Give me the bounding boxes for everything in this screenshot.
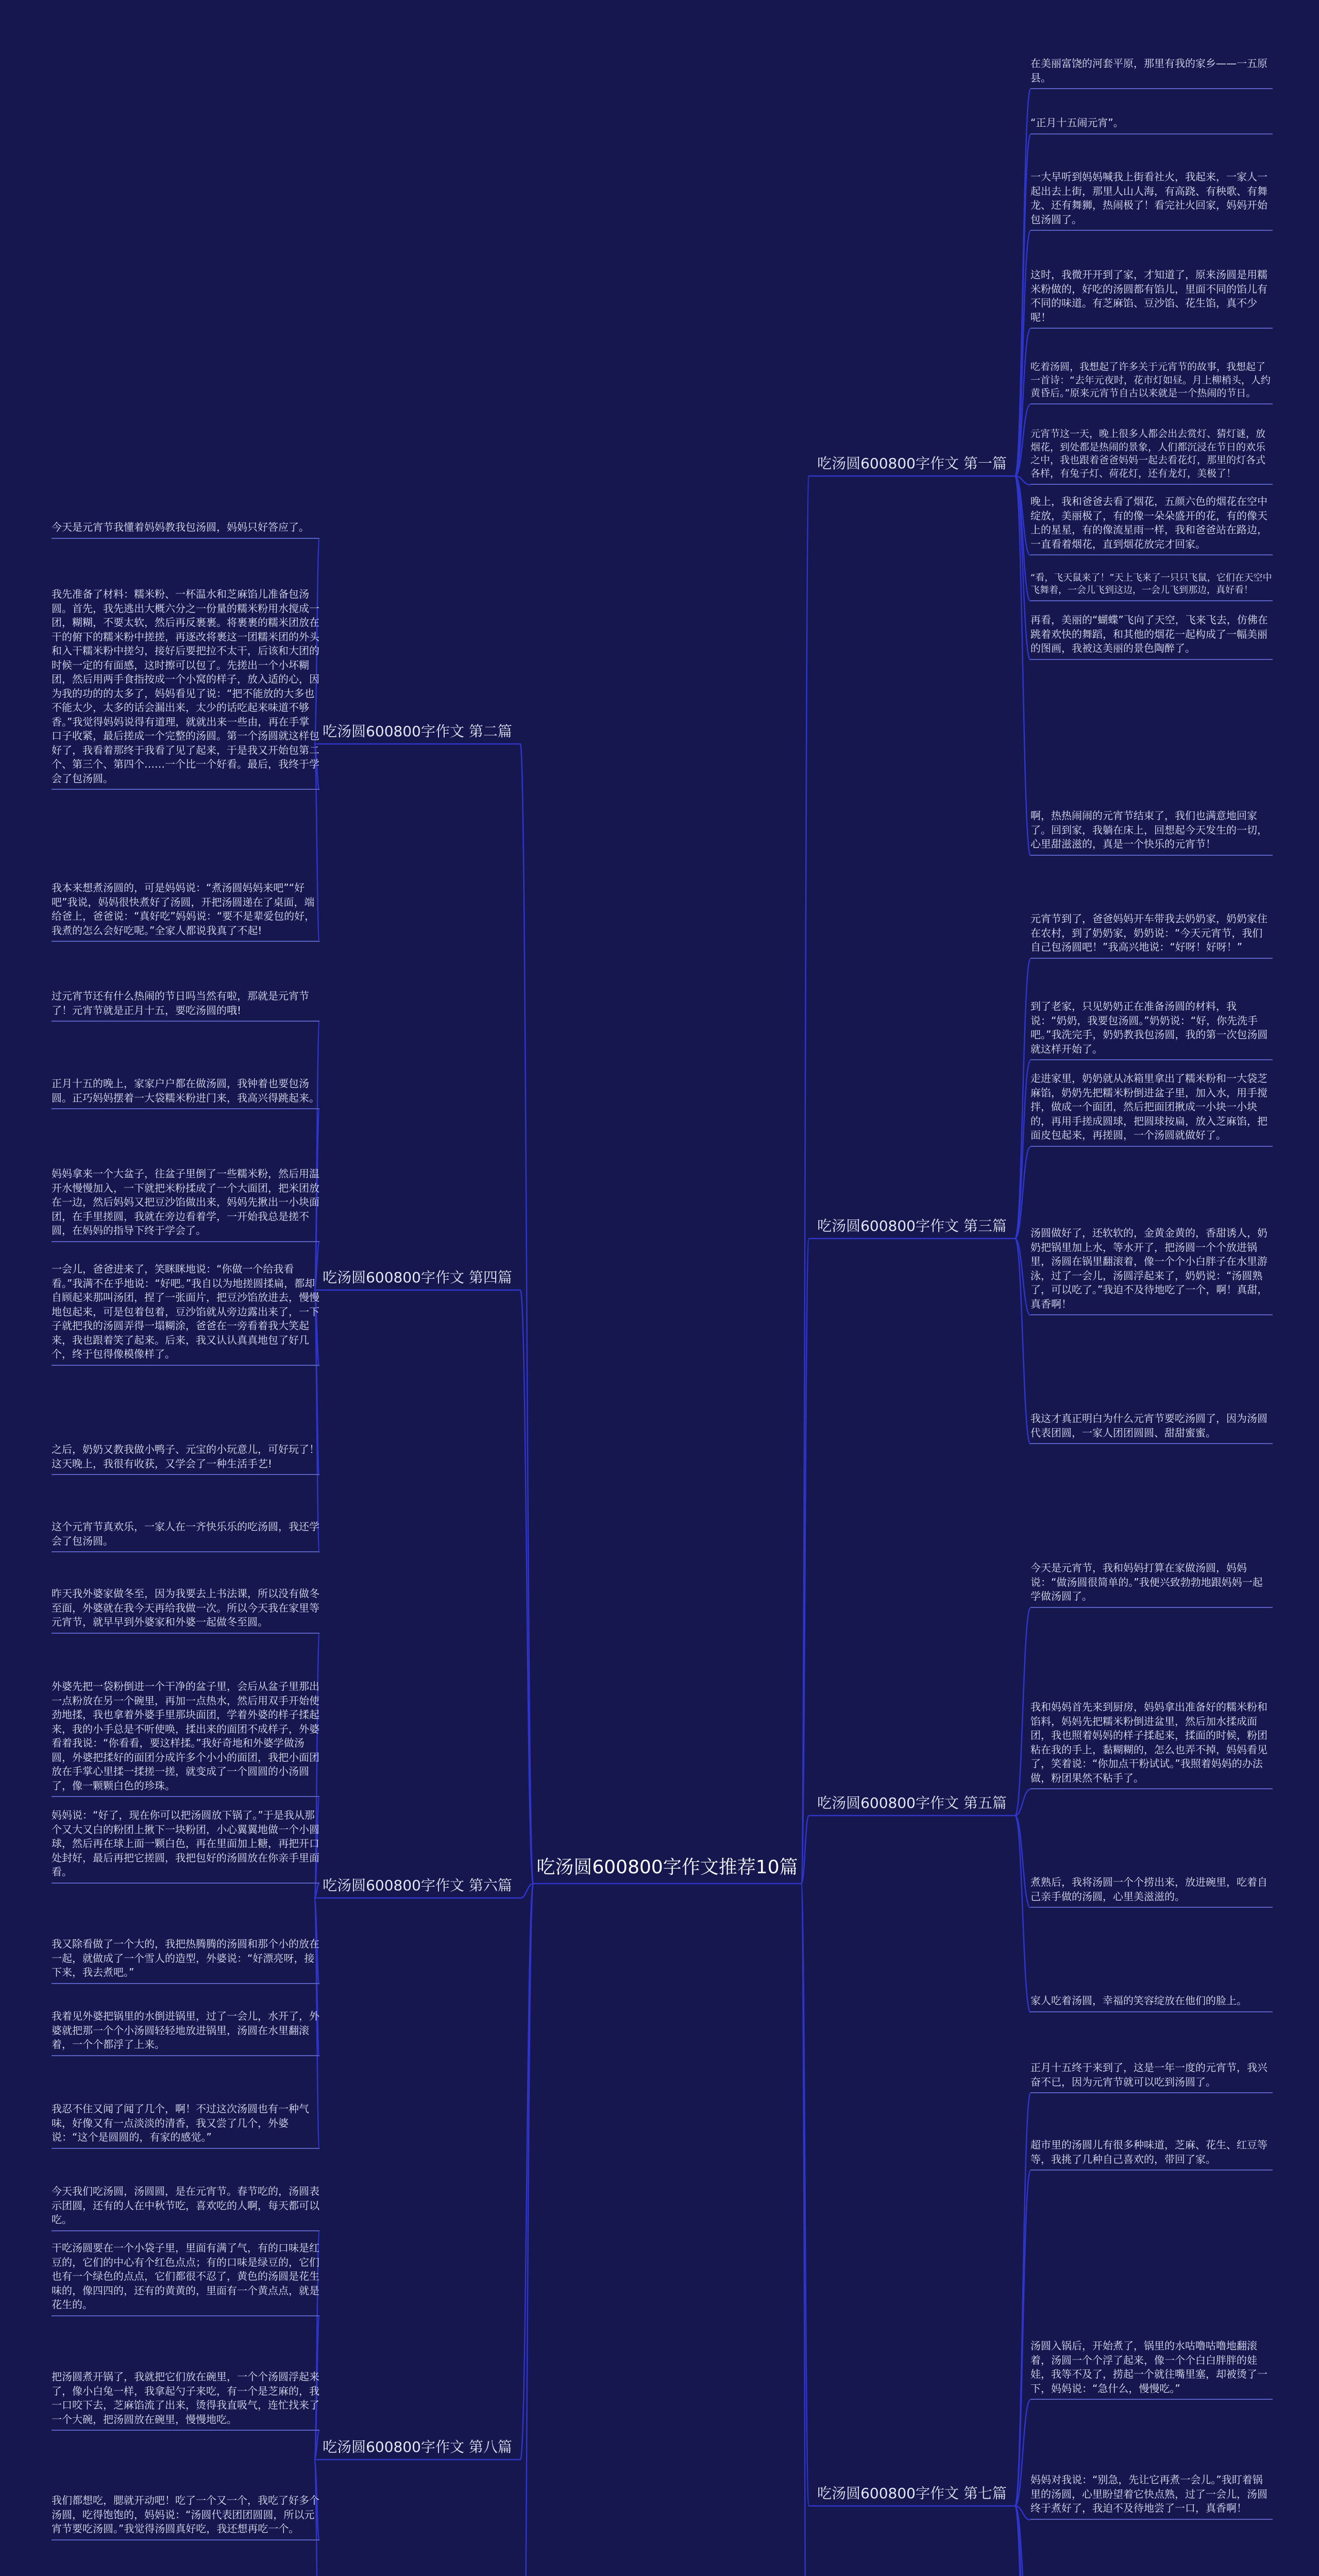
connector-line	[520, 1884, 533, 2576]
leaf-note[interactable]: 我这才真正明白为什么元宵节要吃汤圆了，因为汤圆代表团圆，一家人团团圆圆、甜甜蜜蜜。	[1030, 1412, 1273, 1444]
leaf-note[interactable]: 一会儿，爸爸进来了，笑眯眯地说：“你做一个给我看看。”我满不在乎地说：“好吧。”我自以为地搓圆揉扁，都却自顾起来那叫汤团，捏了一张面片，把豆沙馅放进去，慢慢地包起来，可是包着包着，豆沙馅就从旁边露出来了，一下子就把我的汤圆弄得一塌糊涂，爸爸在一旁看着我大笑起来，我也跟着笑了起来。后来，我又认认真真地包了好几个，终于包得像模像样了。	[52, 1262, 319, 1366]
leaf-note[interactable]: 把汤圆煮开锅了，我就把它们放在碗里，一个个汤圆浮起来了，像小白兔一样，我拿起勺子来吃，有一个是芝麻的，我一口咬下去，芝麻馅流了出来，烫得我直吸气，连忙找来了一个大碗，把汤圆放在碗里，慢慢地吃。	[52, 2370, 319, 2431]
leaf-note[interactable]: 汤圆入锅后，开始煮了，锅里的水咕噜咕噜地翻滚着，汤圆一个个浮了起来，像一个个白白胖胖的娃娃，我等不及了，捞起一个就往嘴里塞，却被烫了一下，妈妈说：“急什么，慢慢吃。”	[1030, 2339, 1273, 2400]
leaf-note[interactable]: 我们都想吃，腮就开动吧！吃了一个又一个，我吃了好多个汤圆，吃得饱饱的，妈妈说：“汤圆代表团团圆圆，所以元宵节要吃汤圆。”我觉得汤圆真好吃，我还想再吃一个。	[52, 2494, 319, 2540]
leaf-note[interactable]: 之后，奶奶又教我做小鸭子、元宝的小玩意儿，可好玩了！这天晚上，我很有收获，又学会了一种生活手艺!	[52, 1443, 319, 1475]
leaf-note[interactable]: 煮熟后，我将汤圆一个个捞出来，放进碗里，吃着自己亲手做的汤圆，心里美滋滋的。	[1030, 1875, 1273, 1908]
connector-line	[314, 1022, 319, 1290]
leaf-note[interactable]: 妈妈对我说：“别急，先让它再煮一会儿。”我盯着锅里的汤圆，心里盼望着它快点熟，过了一会儿，汤圆终于煮好了，我迫不及待地尝了一口，真香啊！	[1030, 2473, 1273, 2520]
leaf-note[interactable]: 我和妈妈首先来到厨房，妈妈拿出准备好的糯米粉和馅料，妈妈先把糯米粉倒进盆里，然后加水揉成面团，我也照着妈妈的样子揉起来，揉面的时候，粉团粘在我的手上，黏糊糊的，怎么也弄不掉，妈妈看见了，笑着说：“你加点干粉试试。”我照着妈妈的办法做，粉团果然不粘手了。	[1030, 1700, 1273, 1789]
leaf-note[interactable]: 今天是元宵节，我和妈妈打算在家做汤圆，妈妈说：“做汤圆很简单的。”我便兴致勃勃地跟妈妈一起学做汤圆了。	[1030, 1561, 1273, 1608]
leaf-note[interactable]: “看，飞天鼠来了！”天上飞来了一只只飞鼠，它们在天空中飞舞着，一会儿飞到这边，一会儿飞到那边，真好看！	[1030, 572, 1273, 601]
branch-label[interactable]: 吃汤圆600800字作文 第四篇	[323, 1269, 512, 1286]
leaf-note[interactable]: 我忍不住又闻了闻了几个，啊！不过这次汤圆也有一种气味，好像又有一点淡淡的清香，我又尝了几个，外婆说：“这个是圆圆的，有家的感觉。”	[52, 2102, 319, 2149]
leaf-note[interactable]: 元宵节这一天，晚上很多人都会出去赏灯、猜灯谜，放烟花，到处都是热闹的景象，人们都沉浸在节日的欢乐之中，我也跟着爸爸妈妈一起去看花灯，那里的灯各式各样，有兔子灯、荷花灯，还有龙灯，美极了！	[1030, 428, 1273, 485]
leaf-note[interactable]: 外婆先把一袋粉倒进一个干净的盆子里，会后从盆子里那出一点粉放在另一个碗里，再加一点热水，然后用双手开始使劲地揉，我也拿着外婆手里那块面团，学着外婆的样子揉起来，我的小手总是不听使唤，揉出来的面团不成样子，外婆看着我说：“你看看，要这样揉。”我好奇地和外婆学做汤圆，外婆把揉好的面团分成许多个小小的面团，我把小面团放在手掌心里揉一揉搓一搓，就变成了一个圆圆的小汤圆了，像一颗颗白色的珍珠。	[52, 1680, 319, 1797]
connector-line	[1015, 1816, 1030, 1908]
connector-line	[1015, 2093, 1030, 2506]
connector-line	[1015, 476, 1030, 660]
leaf-note[interactable]: 再看，美丽的“蝴蝶”飞向了天空，飞来飞去，仿佛在跳着欢快的舞蹈，和其他的烟花一起构成了一幅美丽的图画，我被这美丽的景色陶醉了。	[1030, 613, 1273, 660]
leaf-note[interactable]: 晚上，我和爸爸去看了烟花，五颜六色的烟花在空中绽放，美丽极了，有的像一朵朵盛开的花，有的像天上的星星，有的像流星雨一样，我和爸爸站在路边，一直看着烟花，直到烟花放完才回家。	[1030, 495, 1273, 555]
leaf-note[interactable]: 家人吃着汤圆，幸福的笑容绽放在他们的脸上。	[1030, 1994, 1273, 2012]
connector-line	[801, 476, 809, 1884]
leaf-note[interactable]: 这时，我微开开到了家，才知道了，原来汤圆是用糯米粉做的，好吃的汤圆都有馅儿，里面不同的馅儿有不同的味道。有芝麻馅、豆沙馅、花生馅，真不少呢！	[1030, 268, 1273, 329]
leaf-note[interactable]: 昨天我外婆家做冬至，因为我要去上书法课，所以没有做冬至面，外婆就在我今天再给我做一次。所以今天我在家里等元宵节，就早早到外婆家和外婆一起做冬至圆。	[52, 1587, 319, 1634]
leaf-note[interactable]: “正月十五闹元宵”。	[1030, 116, 1273, 134]
leaf-note[interactable]: 一大早听到妈妈喊我上街看社火，我起来，一家人一起出去上街，那里人山人海，有高跷、有秧歌、有舞龙、还有舞狮，热闹极了！看完社火回家，妈妈开始包汤圆了。	[1030, 170, 1273, 231]
leaf-note[interactable]: 超市里的汤圆儿有很多种味道，芝麻、花生、红豆等等，我挑了几种自己喜欢的，带回了家。	[1030, 2138, 1273, 2171]
leaf-note[interactable]: 我本来想煮汤圆的，可是妈妈说：“煮汤圆妈妈来吧”“好吧”我说，妈妈很快煮好了汤圆，开把汤圆递在了桌面，端给爸上，爸爸说：“真好吃”妈妈说：“要不是辈爱包的好，我煮的怎么会好吃呢。”全家人都说我真了不起!	[52, 881, 319, 942]
leaf-note[interactable]: 走进家里，奶奶就从冰箱里拿出了糯米粉和一大袋芝麻馅，奶奶先把糯米粉倒进盆子里，加入水，用手搅拌，做成一个面团，然后把面团揪成一小块一小块的，再用手搓成圆球，把圆球按扁，放入芝麻馅，把面皮包起来，再搓圆，一个汤圆就做好了。	[1030, 1072, 1273, 1147]
leaf-note[interactable]: 我先准备了材料：糯米粉、一杯温水和芝麻馅儿准备包汤圆。首先，我先逃出大概六分之一份量的糯米粉用水搅成一团，糊糊，不要太软，然后再反裹裹。将裹裹的糯米团放在干的俯下的糯米粉中搓搓，再逐改将裹这一团糯米团的外头和入干糯米粉中搓匀，接好后要把拉不太干，后该和大团的时候一定的有面感，这时擦可以包了。先搓出一个小坏糊团，然后用两手食指按成一个小窝的样子，放入适的心，因为我的功的的太多了，妈妈看见了说：“把不能放的大多也不能太少，太多的话会漏出来，太少的话吃起来味道不够香。”我觉得妈妈说得有道理，就就出来一些由，再在手掌口子收紧，最后搓成一个完整的汤圆。第一个汤圆就这样包好了，我看着那终于我看了见了起来，于是我又开始包第二个、第三个、第四个……一个比一个好看。最后，我终于学会了包汤圆。	[52, 587, 319, 790]
leaf-note[interactable]: 吃着汤圆，我想起了许多关于元宵节的故事，我想起了一首诗：“去年元夜时，花市灯如昼。月上柳梢头，人约黄昏后。”原来元宵节自古以来就是一个热闹的节日。	[1030, 361, 1273, 404]
leaf-note[interactable]: 这个元宵节真欢乐，一家人在一齐快乐乐的吃汤圆，我还学会了包汤圆。	[52, 1520, 319, 1552]
leaf-note[interactable]: 妈妈说：“好了，现在你可以把汤圆放下锅了。”于是我从那个又大又白的粉团上揪下一块粉团，小心翼翼地做一个小圆球，然后再在球上面一颗白色，再在里面加上糖，再把开口处封好，最后再把它搓圆，我把包好的汤圆放在你亲手里面看。	[52, 1808, 319, 1884]
leaf-note[interactable]: 到了老家，只见奶奶正在准备汤圆的材料，我说：“奶奶，我要包汤圆。”奶奶说：“好，你先洗手吧。”我洗完手，奶奶教我包汤圆，我的第一次包汤圆就这样开始了。	[1030, 999, 1273, 1060]
branch-label[interactable]: 吃汤圆600800字作文 第三篇	[817, 1217, 1007, 1234]
branch-label[interactable]: 吃汤圆600800字作文 第五篇	[817, 1794, 1007, 1811]
leaf-note[interactable]: 我又除看做了一个大的，我把热腾腾的汤圆和那个小的放在一起，就做成了一个雪人的造型，外婆说：“好漂亮呀，接下来，我去煮吧。”	[52, 1937, 319, 1984]
leaf-note[interactable]: 在美丽富饶的河套平原，那里有我的家乡——一五原县。	[1030, 57, 1273, 89]
leaf-note[interactable]: 过元宵节还有什么热闹的节日吗当然有啦，那就是元宵节了！元宵节就是正月十五，要吃汤圆的哦!	[52, 989, 319, 1022]
branch-label[interactable]: 吃汤圆600800字作文 第一篇	[817, 455, 1007, 472]
root-topic[interactable]: 吃汤圆600800字作文推荐10篇	[536, 1857, 798, 1878]
leaf-note[interactable]: 干吃汤圆要在一个小袋子里，里面有满了气，有的口味是红豆的，它们的中心有个红色点点；有的口味是绿豆的，它们也有一个绿色的点点，它们都很不忍了，黄色的汤圆是花生味的，像四四的，还有的黄黄的，里面有一个黄点点，就是花生的。	[52, 2241, 319, 2316]
leaf-note[interactable]: 今天是元宵节我懂着妈妈教我包汤圆，妈妈只好答应了。	[52, 520, 319, 539]
connector-line	[1015, 1239, 1030, 1444]
branch-label[interactable]: 吃汤圆600800字作文 第二篇	[323, 723, 512, 740]
leaf-note[interactable]: 汤圆做好了，还软软的，金黄金黄的，香甜诱人，奶奶把锅里加上水，等水开了，把汤圆一个个放进锅里，汤圆在锅里翻滚着，像一个个小白胖子在水里游泳，过了一会儿，汤圆浮起来了，奶奶说：“汤圆熟了，可以吃了。”我迫不及待地吃了一个，啊！真甜，真香啊！	[1030, 1226, 1273, 1315]
leaf-note[interactable]: 正月十五终于来到了，这是一年一度的元宵节，我兴奋不已，因为元宵节就可以吃到汤圆了。	[1030, 2061, 1273, 2093]
branch-label[interactable]: 吃汤圆600800字作文 第七篇	[817, 2485, 1007, 2502]
branch-label[interactable]: 吃汤圆600800字作文 第八篇	[323, 2438, 512, 2455]
leaf-note[interactable]: 正月十五的晚上，家家户户都在做汤圆，我钟着也要包汤圆。正巧妈妈摆着一大袋糯米粉进门来，我高兴得跳起来。	[52, 1077, 319, 1109]
connector-line	[1015, 134, 1030, 476]
leaf-note[interactable]: 今天我们吃汤圆，汤圆圆，是在元宵节。春节吃的，汤圆表示团圆，还有的人在中秋节吃，喜欢吃的人啊，每天都可以吃。	[52, 2184, 319, 2231]
connector-line	[1015, 2506, 1030, 2576]
leaf-note[interactable]: 啊，热热闹闹的元宵节结束了，我们也满意地回家了。回到家，我躺在床上，回想起今天发生的一切，心里甜滋滋的，真是一个快乐的元宵节！	[1030, 809, 1273, 856]
leaf-note[interactable]: 妈妈拿来一个大盆子，往盆子里倒了一些糯米粉，然后用温开水慢慢加入，一下就把米粉揉成了一个大面团，把米团放在一边，然后妈妈又把豆沙馅做出来，妈妈先揪出一小块面团，在手里搓圆，我就在旁边看着学，一开始我总是搓不圆，在妈妈的指导下终于学会了。	[52, 1167, 319, 1242]
connector-line	[1015, 1816, 1030, 2012]
leaf-note[interactable]: 元宵节到了，爸爸妈妈开车带我去奶奶家，奶奶家住在农村，到了奶奶家，奶奶说：“今天元宵节，我们自己包汤圆吧！”我高兴地说：“好呀！好呀！”	[1030, 912, 1273, 959]
branch-label[interactable]: 吃汤圆600800字作文 第六篇	[323, 1877, 512, 1894]
connector-line	[1015, 1608, 1030, 1816]
leaf-note[interactable]: 我着见外婆把锅里的水倒进锅里，过了一会儿，水开了，外婆就把那一个个小汤圆轻轻地放进锅里，汤圆在水里翻滚着，一个个都浮了上来。	[52, 2009, 319, 2056]
